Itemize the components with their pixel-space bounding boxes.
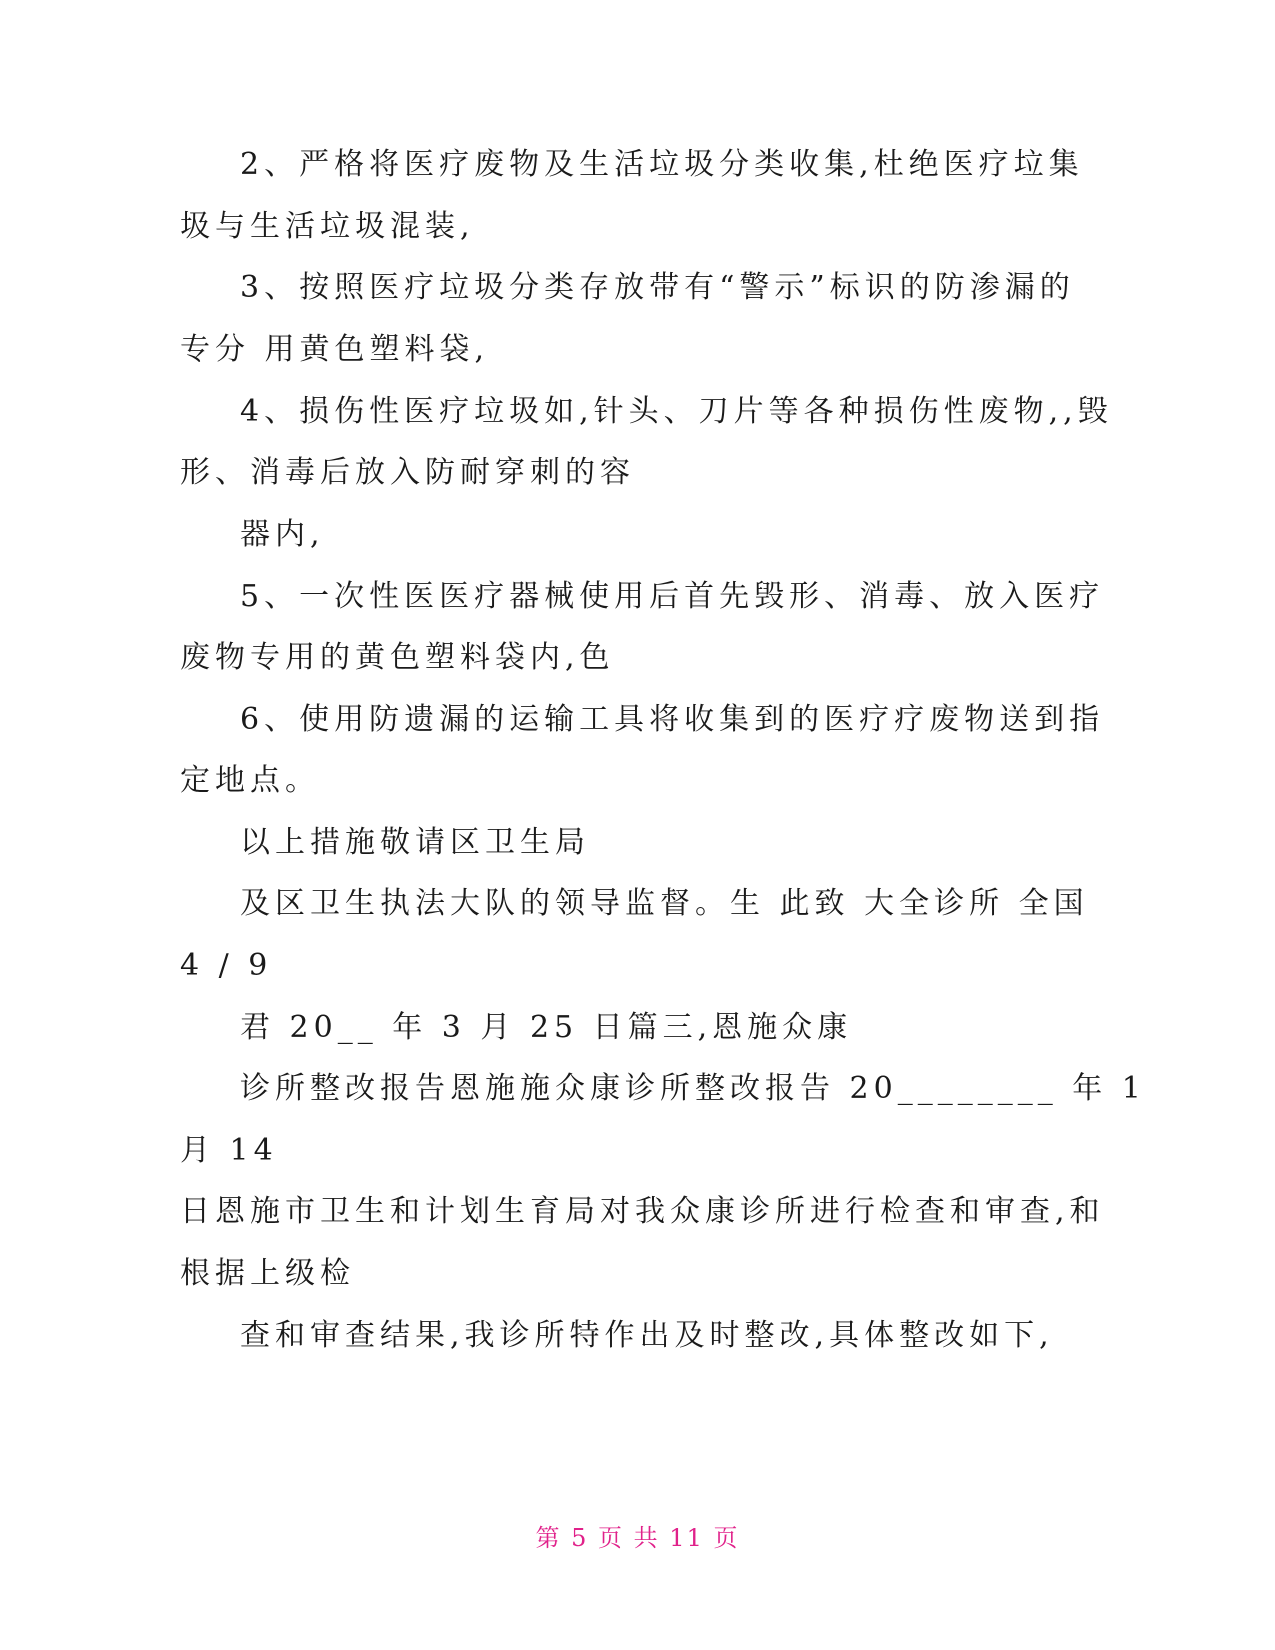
paragraph-line: 4、损伤性医疗垃圾如,针头、刀片等各种损伤性废物,,毁 [240, 394, 1113, 429]
paragraph-line: 根据上级检 [180, 1256, 355, 1291]
paragraph-line: 及区卫生执法大队的领导监督。生 此致 大全诊所 全国 [240, 886, 1089, 921]
paragraph-line: 定地点。 [180, 763, 320, 798]
paragraph-line: 形、消毒后放入防耐穿刺的容 [180, 455, 635, 490]
paragraph-line: 2、严格将医疗废物及生活垃圾分类收集,杜绝医疗垃集 [240, 147, 1084, 182]
paragraph-line: 废物专用的黄色塑料袋内,色 [180, 640, 615, 675]
paragraph-line: 专分 用黄色塑料袋, [180, 332, 490, 367]
paragraph-line: 月 14 [180, 1133, 278, 1168]
paragraph-line: 日恩施市卫生和计划生育局对我众康诊所进行检查和审查,和 [180, 1194, 1105, 1229]
paragraph-line: 君 20__ 年 3 月 25 日篇三,恩施众康 [240, 1010, 853, 1045]
paragraph-line: 诊所整改报告恩施施众康诊所整改报告 20________ 年 1 [240, 1071, 1146, 1106]
paragraph-line: 5、一次性医医疗器械使用后首先毁形、消毒、放入医疗 [240, 579, 1105, 614]
paragraph-line: 圾与生活垃圾混装, [180, 209, 475, 244]
page-number-footer: 第 5 页 共 11 页 [535, 1524, 740, 1552]
paragraph-line: 查和审查结果,我诊所特作出及时整改,具体整改如下, [240, 1318, 1054, 1353]
paragraph-line: 6、使用防遗漏的运输工具将收集到的医疗疗废物送到指 [240, 702, 1105, 737]
paragraph-line: 器内, [240, 517, 325, 552]
paragraph-line: 4 / 9 [180, 948, 273, 983]
paragraph-line: 3、按照医疗垃圾分类存放带有“警示”标识的防渗漏的 [240, 270, 1075, 305]
paragraph-line: 以上措施敬请区卫生局 [240, 825, 590, 860]
